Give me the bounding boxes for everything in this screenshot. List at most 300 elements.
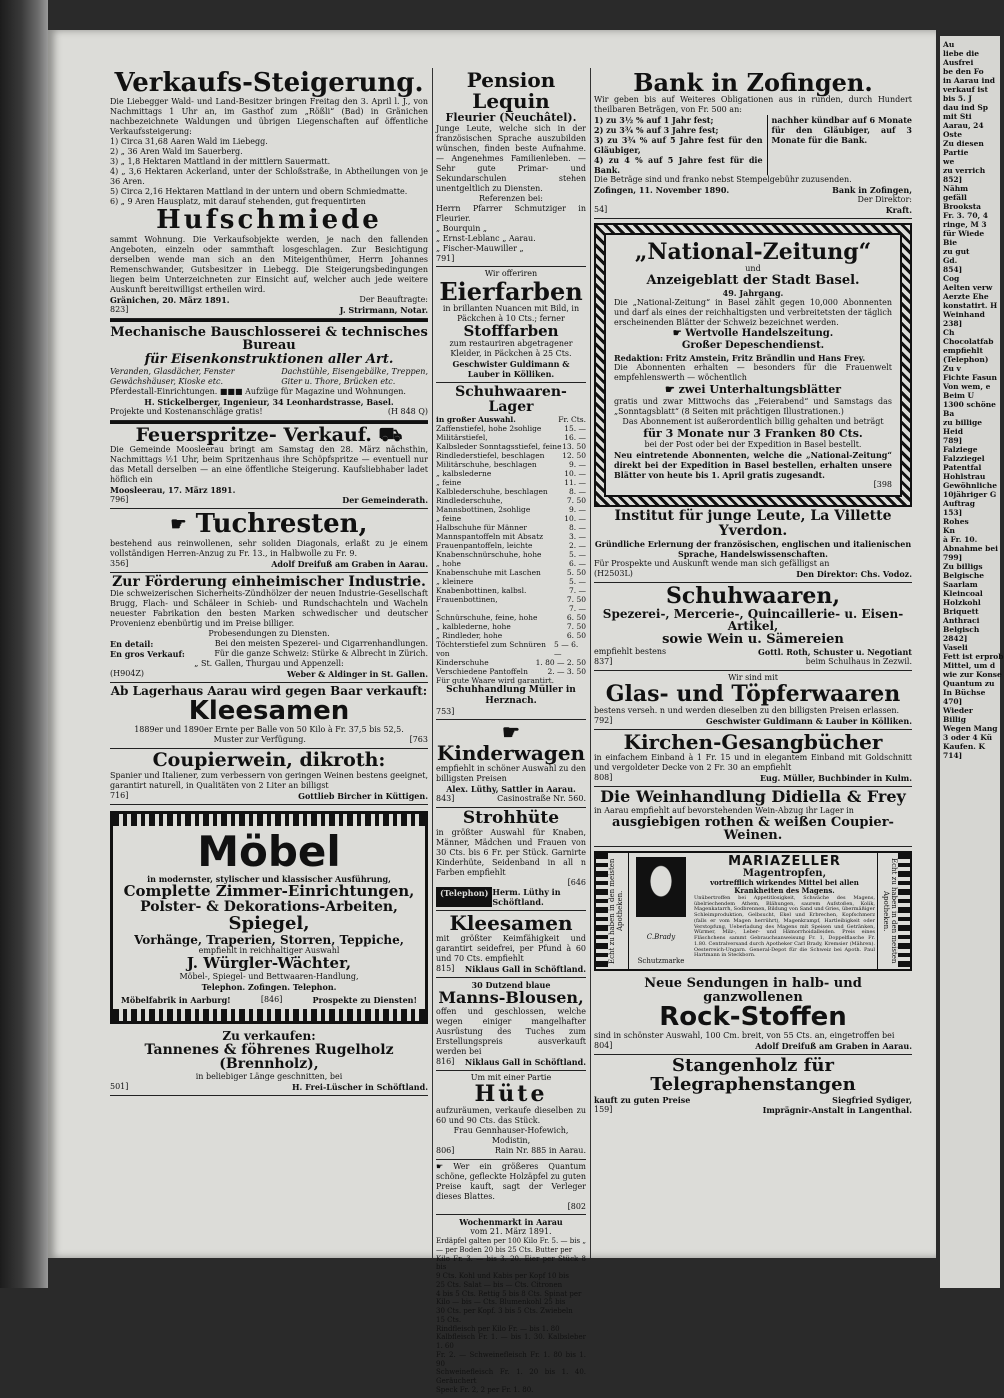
- price-item: Frauenpantoffeln, leichte: [436, 540, 533, 550]
- price-item: Militärstiefel,: [436, 432, 488, 442]
- price-row: [436, 424, 586, 433]
- market-line: Kilo Fr. 3. — bis 3. 20. Eier per Stück 8 bis: [436, 1254, 586, 1272]
- price-value: 3. —: [568, 531, 586, 541]
- ad-weinhandlung: [594, 787, 912, 847]
- ad-note: nachher kündbar auf 6 Monate für den Gläubiger, auf 3 Monate für die Bank.: [767, 115, 912, 175]
- ad-firm: Bank in Zofingen,: [832, 185, 912, 196]
- ad-line: in modernster, stylischer und klassischer Ausführung,: [147, 874, 391, 885]
- ad-tuchresten: [110, 509, 428, 572]
- next-page-line: Falziege: [943, 445, 978, 454]
- next-page-line: be den Fo: [943, 67, 984, 76]
- ad-body: bestehend aus reinwollenen, sehr soliden Diagonals, erlaßt zu je einem vollständigen Herren-Anzug zu Fr. 13., in Halbwolle zu Fr. 9.: [110, 538, 428, 558]
- price-value: 10. —: [564, 513, 586, 523]
- ad-title: Mechanische Bauschlosserei & technisches Bureau: [110, 324, 428, 354]
- ad-title: Schuhwaaren-Lager: [455, 384, 567, 416]
- next-page-line: gefäll: [943, 193, 967, 202]
- next-page-line: 3 oder 4 Kü: [943, 733, 993, 742]
- ad-firm: Gottl. Roth, Schuster u. Negotiant: [758, 646, 912, 657]
- price-row: [436, 604, 586, 613]
- ad-ref: Herrn Pfarrer Schmutziger in Fleurier.: [436, 203, 586, 223]
- ad-place: Zofingen, 11. November 1890.: [594, 185, 730, 196]
- ad-firm2: Imprägnir-Anstalt in Langenthal.: [762, 1105, 912, 1116]
- market-line: Fr. 2. — Schweinefleisch Fr. 1. 80 bis 1. 90: [436, 1350, 586, 1368]
- next-page-line: 799]: [943, 553, 963, 562]
- madonna-emblem: [636, 857, 686, 917]
- next-page-line: liebe die: [943, 49, 979, 58]
- ad-title: Coupierwein, dikroth:: [152, 749, 386, 772]
- next-page-line: Briquett: [943, 607, 979, 616]
- ad-body: empfiehlt in schöner Auswahl zu den billigsten Preisen: [436, 764, 586, 784]
- ad-headline: ausgiebigen rothen & weißen Coupier-Weinen.: [612, 814, 894, 844]
- next-page-line: dau ind Sp: [943, 103, 988, 112]
- ad-rock-stoffen: [594, 975, 912, 1056]
- ad-title: Stangenholz für Telegraphenstangen: [650, 1055, 856, 1096]
- ad-body: bei der Post oder bei der Expedition in Basel bestellt.: [644, 440, 862, 450]
- ad-subtitle: für Eisenkonstruktionen aller Art.: [144, 351, 394, 367]
- next-page-line: (Telephon): [943, 355, 989, 364]
- price-value: 5. 50: [566, 567, 586, 577]
- ad-item: 6) „ 9 Aren Hausplatz, mit darauf stehenden, gut frequentirten: [110, 197, 366, 207]
- ad-industrie: [110, 573, 428, 684]
- ad-title: Kirchen-Gesangbücher: [623, 729, 883, 754]
- next-page-line: Cog: [943, 274, 960, 283]
- price-row: [436, 559, 586, 568]
- next-page-line: verkauf ist: [943, 85, 988, 94]
- next-page-line: Quantum zu: [943, 679, 995, 688]
- ad-body: in Aarau empfiehlt auf bevorstehenden Wein-Abzug ihr Lager in: [594, 805, 854, 815]
- ad-body: gratis und zwar Mittwochs das „Feierabend“ und Samstags das „Sonntagsblatt“ (8 Seiten mit prächtigen Illustrationen.): [614, 396, 892, 416]
- ad-detail: Bei den meisten Spezerei- und Cigarrenhandlungen.: [214, 639, 428, 649]
- ad-number: 501]: [110, 1082, 129, 1091]
- ad-title: „National-Zeitung“: [634, 239, 872, 266]
- ad-body: Gründliche Erlernung der französischen, englischen und italienischen Sprache, Handelswissenschaften.: [594, 538, 912, 559]
- next-page-line: Au: [943, 40, 955, 49]
- ad-body: zum restauriren abgetragener Kleider, in Päckchen à 25 Cts.: [449, 339, 573, 359]
- price-value: 15. —: [564, 423, 586, 433]
- ad-number: [846]: [260, 995, 283, 1005]
- ad-body: in einfachem Einband à 1 Fr. 15 und in elegantem Einband mit Goldschnitt und vergoldeter Decke von 2 Fr. 30 an empfiehlt: [594, 752, 912, 772]
- next-page-line: 238]: [943, 319, 963, 328]
- ad-number: 815]: [436, 964, 455, 974]
- ad-body: in brillanten Nuancen mit Bild, in Päckchen à 10 Cts.; ferner: [442, 303, 580, 323]
- ad-title: [110, 511, 428, 538]
- ad-line: Pferdestall-Einrichtungen. ■■■ Aufzüge für Magazine und Wohnungen.: [110, 386, 406, 396]
- ad-schuhwaaren-lager: [436, 383, 586, 720]
- ad-schuhwaaren-roth: [594, 583, 912, 671]
- ad-signature-label: Der Beauftragte:: [359, 294, 428, 304]
- next-page-line: Kn: [943, 526, 955, 535]
- ad-subtitle: Spezerei-, Mercerie-, Quincaillerie- u. Eisen-Artikel,: [602, 606, 904, 634]
- price-row: [436, 577, 586, 586]
- next-page-text: [940, 36, 1004, 760]
- pointing-hand-icon: ☛: [436, 1162, 444, 1172]
- next-page-line: Billig: [943, 715, 966, 724]
- pointing-hand-icon: ☛: [664, 382, 675, 396]
- price-row: [436, 514, 586, 523]
- price-item: Militärschuhe, beschlagen: [436, 459, 537, 469]
- next-page-line: Holzkohl: [943, 598, 981, 607]
- ad-detail-label: En detail:: [110, 639, 154, 650]
- ad-rate: 3) zu 3¾ % auf 5 Jahre fest für den Gläubiger,: [594, 135, 763, 156]
- ad-number: 54]: [594, 205, 608, 215]
- ad-side-text: Echt zu haben in den meisten Apotheken.: [608, 858, 624, 964]
- price-row: [436, 676, 586, 685]
- ad-title: Wochenmarkt in Aarau: [459, 1217, 563, 1228]
- price-value: 2. —: [568, 540, 586, 550]
- ad-body: Neu eintretende Abonnenten, welche die „National-Zeitung“ direkt bei der Expedition in Basel bestellen, erhalten unsere Blätter von heute bis 1. April gratis zugesandt.: [614, 450, 892, 481]
- price-value: 7. —: [568, 603, 586, 613]
- ad-pre: Wir sind mit: [728, 672, 778, 682]
- next-page-line: Zu billigs: [943, 562, 983, 571]
- ad-firm: Herm. Lüthy in Schöftland.: [492, 887, 561, 908]
- ad-kinderwagen: [436, 720, 586, 808]
- ad-firm: Geschwister Guldimann & Lauber in Kölliken.: [705, 715, 912, 726]
- next-page-line: empfiehlt: [943, 346, 983, 355]
- next-page-line: we: [943, 157, 955, 166]
- ad-ref-label: Referenzen bei:: [479, 193, 543, 203]
- next-page-line: Partie: [943, 148, 969, 157]
- newspaper-page: [48, 30, 936, 1394]
- ad-firm2: beim Schulhaus in Zezwil.: [805, 656, 912, 666]
- ad-body: Die Beträge sind und franko nebst Stempelgebühr zuzusenden.: [594, 175, 852, 185]
- price-item: „ kalbslederne: [436, 468, 492, 478]
- ad-number: [802: [567, 1202, 586, 1212]
- ad-rate: 1) zu 3½ % auf 1 Jahr fest;: [594, 115, 714, 126]
- ad-firm: Siegfried Sydiger,: [832, 1095, 912, 1106]
- ad-number: 837]: [594, 656, 613, 666]
- ad-ref: „ Ernst-Leblanc „ Aarau.: [436, 233, 536, 243]
- ad-title: Zur Förderung einheimischer Industrie.: [112, 573, 426, 590]
- ad-kleesamen-2: [436, 911, 586, 978]
- price-item: Kinderschuhe: [436, 657, 489, 667]
- next-page-line: Patentfal: [943, 463, 982, 472]
- ad-eierfarben: [436, 267, 586, 384]
- ad-feuerspritze: [110, 421, 428, 510]
- ornament-border: [113, 1009, 425, 1021]
- price-value: 7. 50: [566, 594, 586, 604]
- price-value: 6. 50: [566, 630, 586, 640]
- ad-body: [436, 1162, 586, 1202]
- ad-number: 792]: [594, 715, 613, 725]
- next-page-line: Fett ist erprob: [943, 652, 1004, 661]
- ad-firm: J. Würgler-Wächter,: [186, 954, 352, 973]
- ornament-border: [898, 853, 910, 969]
- price-item: Kalbsleder Sonntagsstiefel, feine: [436, 441, 562, 451]
- next-page-line: Chocolatfab: [943, 337, 994, 346]
- ad-number: 816]: [436, 1057, 455, 1066]
- ad-firm: Schuhhandlung Müller in Herznach.: [446, 684, 576, 707]
- ad-number: 804]: [594, 1041, 613, 1051]
- next-page-line: Ausfrei: [943, 58, 974, 67]
- ad-ref: „ Fischer-Mauwiller „: [436, 243, 524, 253]
- ad-line: Vorhänge, Traperien, Storren, Teppiche,: [134, 932, 404, 947]
- price-row: [436, 523, 586, 532]
- ad-firm: H. Stickelberger, Ingenieur, 34 Leonhardstrasse, Basel.: [144, 396, 394, 407]
- price-row: [436, 613, 586, 622]
- price-value: 9. —: [568, 459, 586, 469]
- ad-bauschlosserei: [110, 319, 428, 421]
- next-page-line: konstatirt. H: [943, 301, 998, 310]
- price-row: [436, 622, 586, 631]
- next-page-line: Zu diesen: [943, 139, 984, 148]
- price-row: [436, 478, 586, 487]
- next-page-line: Aarau, 24: [943, 121, 984, 130]
- pointing-hand-icon: ☛: [672, 327, 682, 339]
- ad-place: Moosleerau, 17. März 1891.: [110, 485, 236, 496]
- next-page-line: Oste: [943, 130, 962, 139]
- price-value: 10. —: [564, 468, 586, 478]
- ad-highlight-text: zwei Unterhaltungsblätter: [678, 382, 842, 396]
- ad-note: Projekte und Kostenanschläge gratis!: [110, 406, 263, 416]
- price-row: [436, 433, 586, 442]
- price-item: Rindlederschuhe,: [436, 495, 503, 505]
- ad-title: Manns-Blousen,: [438, 988, 584, 1008]
- next-page-line: 852]: [943, 175, 963, 184]
- next-page-line: Weinhand: [943, 310, 985, 319]
- ad-firm: Weber & Aldinger in St. Gallen.: [287, 669, 428, 680]
- ad-number: 843]: [436, 794, 455, 804]
- next-page-line: Wegen Mang: [943, 724, 998, 733]
- price-row: [436, 586, 586, 595]
- ad-wochenmarkt: [436, 1215, 586, 1398]
- ad-title: Die Weinhandlung Didiella & Frey: [600, 786, 906, 806]
- price-row: [436, 532, 586, 541]
- ad-institut-yverdon: [594, 507, 912, 582]
- ad-title: Bank in Zofingen.: [633, 68, 873, 97]
- ad-title: Schuhwaaren,: [666, 582, 840, 609]
- ad-body-text: Wer ein größeres Quantum schöne, gefleckte Holzäpfel zu guten Preise kauft, sagt der Verleger dieses Blattes.: [436, 1162, 586, 1202]
- column-rule: [432, 68, 433, 1258]
- ad-highlight: Großer Depeschendienst.: [681, 340, 825, 352]
- next-page-line: Auftrag: [943, 499, 976, 508]
- ad-item: 4) „ 3,6 Hektaren Ackerland, unter der Schloßstraße, in Abtheilungen von je 36 Aren.: [110, 167, 428, 187]
- ad-signature: Den Direktor: Chs. Vodoz.: [796, 568, 912, 579]
- ad-firm: H. Frei-Lüscher in Schöftland.: [291, 1082, 428, 1092]
- ad-headline: Kleesamen: [188, 696, 350, 727]
- ad-firm: Gottlieb Bircher in Küttigen.: [298, 791, 428, 802]
- ad-gros-label: En gros Verkauf:: [110, 649, 185, 660]
- ad-verkaufs-steigerung: [110, 68, 428, 319]
- ad-small-print: Unübertroffen bei Appetitlosigkeit, Schwäche des Magens, übelriechendem Athem, Blähungen, saurem Aufstoßen, Kolik, Magenkatarrh, Sodbrennen, Bildung von Sand und Gries, übermäßiger Schleimproduktion, Gelbsucht, Ekel und Erbrechen, Kopfschmerz (falls er vom Magen herrührt), Magenkrampf, Hartleibigkeit oder Verstopfung, Ueberladung des Magens mit Speisen und Getränken, Würmer, Milz-, Leber- und Hämorrhoidalleiden. Preis eines Fläschchens sammt Gebrauchsanweisung Fr. 1, Doppelflasche Fr. 1.80. Centralversand durch Apotheker Carl Brady, Kremsier (Mähren). Oesterreich-Ungarn. General-Depot für die Schweiz bei Apoth. Paul Hartmann in Steckborn.: [694, 894, 875, 959]
- ad-side-text: Echt zu haben in den meisten Apotheken.: [882, 858, 898, 964]
- ad-item: 1) Circa 31,68 Aaren Wald im Liebegg.: [110, 137, 268, 147]
- ad-highlight: [614, 383, 892, 397]
- ad-body: Die schweizerischen Sicherheits-Zündhölzer der neuen Industrie-Gesellschaft Brugg, Flach- und Schäleer in Schieb- und Rundschachteln und Wacheln neuester Fabrikation den besten Marken schwedischer und deutscher Provenienz ebenbürtig und im Preise billiger.: [110, 589, 428, 629]
- next-page-edge: [940, 36, 1004, 1288]
- ad-title: Möbel: [197, 827, 341, 877]
- price-item: Knabenbottinen, kalbsl.: [436, 585, 527, 595]
- next-page-line: Von wem, e: [943, 382, 991, 391]
- ad-firm: Geschwister Guldimann & Lauber in Kölliken.: [452, 359, 570, 380]
- ad-headline: Stofffarben: [463, 321, 559, 340]
- ad-holzaepfel: [436, 1160, 586, 1215]
- ad-gros: Für die ganze Schweiz: Stürke & Albrecht in Zürich.: [214, 649, 428, 659]
- next-page-line: In Büchse: [943, 688, 986, 697]
- ad-rate: 4) zu 4 % auf 5 Jahre fest für die Bank.: [594, 155, 763, 176]
- next-page-line: Heid: [943, 427, 963, 436]
- ad-body: Die Abonnenten erhalten — besonders für die Frauenwelt empfehlenswerth — wöchentlich: [614, 362, 892, 382]
- price-item: Mannsbottinen, 2sohlige: [436, 504, 531, 514]
- next-page-line: Wieder: [943, 706, 973, 715]
- market-line: 9 Cts. Kohl und Kabis per Kopf 10 bis: [436, 1272, 569, 1281]
- ad-line: Spiegel,: [228, 912, 310, 934]
- ad-bank-zofingen: [594, 68, 912, 219]
- ad-subtitle: Anzeigeblatt der Stadt Basel.: [646, 273, 860, 289]
- ad-firm: Adolf Dreifuß am Graben in Aarau.: [271, 558, 428, 569]
- book-binding: [0, 0, 48, 1288]
- next-page-line: mit Sti: [943, 112, 972, 121]
- ad-subtitle: Fleurier (Neuchâtel).: [445, 111, 577, 124]
- ad-headline: Hufschmiede: [156, 205, 382, 236]
- ad-pre: Um mit einer Partie: [470, 1073, 552, 1082]
- price-item: Für gute Waare wird garantirt.: [436, 675, 555, 685]
- ad-title-text: Tuchresten,: [195, 509, 368, 540]
- ad-body: vortrefflich wirkendes Mittel bei allen Krankheiten des Magens.: [710, 878, 859, 896]
- price-value: 7. 50: [566, 495, 586, 505]
- ad-title: Ab Lagerhaus Aarau wird gegen Baar verkauft:: [110, 684, 428, 699]
- price-value: 5. —: [568, 576, 586, 586]
- next-page-line: Gewöhnliche: [943, 481, 998, 490]
- price-value: 13. 50: [562, 441, 586, 451]
- ad-firm2: Casinostraße Nr. 560.: [497, 794, 586, 804]
- ornament-border: [596, 853, 608, 969]
- ad-title-text: Feuerspritze- Verkauf.: [135, 423, 372, 446]
- ad-moebel: [110, 811, 428, 1024]
- market-line: Erdäpfel galten per 100 Kilo Fr. 5. — bis „ — per Boden 20 bis 25 Cts. Butter per: [436, 1237, 586, 1254]
- ad-title: Glas- und Töpferwaaren: [605, 680, 901, 707]
- price-row: [436, 469, 586, 478]
- next-page-line: Fichte Fasun: [943, 373, 997, 382]
- ad-code: (H 848 Q): [387, 406, 428, 416]
- ad-ref: „ Bourquin „: [436, 223, 488, 233]
- ad-rugelholz: [110, 1028, 428, 1096]
- ad-firm: Adolf Dreifuß am Graben in Aarau.: [755, 1041, 912, 1052]
- next-page-line: bis 5. J: [943, 94, 972, 103]
- ad-body: Für Prospekte und Auskunft wende man sich gefälligst an: [594, 558, 830, 568]
- next-page-line: Abnahme bei: [943, 544, 999, 553]
- next-page-line: Rohes: [943, 517, 969, 526]
- ad-line: Complette Zimmer-Einrichtungen,: [123, 882, 415, 901]
- ad-date: vom 21. März 1891.: [470, 1227, 552, 1237]
- next-page-line: 789]: [943, 436, 963, 445]
- price-item: Zaffenstiefel, hohe 2sohlige: [436, 423, 542, 433]
- ad-body: Die Liebegger Wald- und Land-Besitzer bringen Freitag den 3. April l. J., von Nachmittags 1 Uhr an, im Gasthof zum „Rößli“ (Bad) in Gränichen nachbezeichnete Waldungen und übrigen Liegenschaften auf öffentliche Verkaufssteigerung:: [110, 97, 428, 137]
- market-report: [436, 1237, 586, 1395]
- price-value: 8. —: [568, 486, 586, 496]
- ad-glas-toepferwaaren: [594, 671, 912, 730]
- ad-title: Neue Sendungen in halb- und ganzwollenen: [644, 975, 862, 1005]
- ad-foot: Möbelfabrik in Aarburg!: [121, 995, 231, 1006]
- ornament-border: [113, 814, 425, 826]
- ad-line: Polster- & Dekorations-Arbeiten,: [140, 899, 398, 916]
- ad-huete: [436, 1071, 586, 1160]
- market-line: Schweinefleisch Fr. 1. 20 bis 1. 40. Geräuchert: [436, 1368, 586, 1386]
- ad-signature-label: Der Direktor:: [857, 195, 912, 205]
- ad-title: Institut für junge Leute, La Villette Yverdon.: [614, 508, 892, 540]
- next-page-line: Belgisch: [943, 625, 980, 634]
- market-line: Kilo — bis — Cts. Blumenkohl 25 bis: [436, 1298, 566, 1307]
- ad-headline: Rock-Stoffen: [659, 1002, 847, 1033]
- ad-code: [398: [873, 480, 892, 490]
- ad-kleesamen: [110, 683, 428, 749]
- ad-body: in größter Auswahl für Knaben, Männer, Mädchen und Frauen von 30 Cts. bis 6 Fr. per Stück. Garnirte Kinderhüte, Seidenband in all n Farben empfiehlt: [436, 828, 586, 878]
- ad-title: MARIAZELLER: [728, 853, 841, 869]
- next-page-line: in Aarau ind: [943, 76, 996, 85]
- ad-unit: Fr. Cts.: [558, 414, 586, 424]
- column-1: [110, 68, 428, 1096]
- ad-signature: Der Gemeinderath.: [342, 495, 428, 506]
- ad-subtitle: in großer Auswahl.: [436, 414, 516, 424]
- pointing-hand-icon: ☛: [502, 720, 520, 745]
- ad-headline: Tannenes & föhrenes Rugelholz (Brennholz),: [144, 1041, 394, 1073]
- next-page-line: Vaseli: [943, 643, 968, 652]
- column-3: [594, 68, 912, 1118]
- ad-national-zeitung: [594, 223, 912, 507]
- price-item: Mannspantoffeln mit Absatz: [436, 531, 544, 541]
- next-page-line: Fr. 3. 70, 4: [943, 211, 988, 220]
- trademark-label: Schutzmarke: [637, 956, 685, 965]
- column-2: [436, 68, 586, 1398]
- ad-rate: 2) zu 3¾ % auf 3 Jahre fest;: [594, 125, 719, 136]
- ad-number: [763: [409, 735, 428, 745]
- price-item: „ Rindleder, hohe: [436, 630, 503, 640]
- ad-item: 3) „ 1,8 Hektaren Mattland in der mittlern Sauermatt.: [110, 157, 331, 167]
- ad-number: 159]: [594, 1105, 613, 1115]
- next-page-line: Ch: [943, 328, 955, 337]
- ad-mariazeller: [594, 851, 912, 971]
- ad-signature: J. Strirmann, Notar.: [339, 304, 428, 315]
- ad-year: 49. Jahrgang.: [722, 287, 784, 298]
- next-page-line: 854]: [943, 265, 963, 274]
- ad-highlight-text: Wertvolle Handelszeitung.: [685, 327, 834, 339]
- ad-title: [110, 423, 428, 446]
- next-page-line: Saarlam: [943, 580, 978, 589]
- ad-body: kauft zu guten Preise: [594, 1095, 691, 1106]
- ad-body: sind in schönster Auswahl, 100 Cm. breit, von 55 Cts. an, eingetroffen bei: [594, 1031, 895, 1041]
- ad-stangenholz: [594, 1055, 912, 1118]
- next-page-line: Gd.: [943, 256, 958, 265]
- next-page-line: Kleincoal: [943, 589, 983, 598]
- next-page-line: 2842]: [943, 634, 968, 643]
- ad-title: Eierfarben: [439, 276, 583, 306]
- ad-firm: Alex. Lüthy, Sattler in Aarau.: [446, 784, 576, 795]
- price-row: [436, 541, 586, 550]
- price-row: [436, 667, 586, 676]
- ad-body: in beliebiger Länge geschnitten, bei: [195, 1072, 343, 1081]
- market-line: Kalbfleisch Fr. 1. — bis 1. 30. Kalbsleber 1. 60: [436, 1333, 586, 1351]
- ad-signature: Kraft.: [885, 205, 912, 216]
- price-item: Töchterstiefel zum Schnüren von: [436, 639, 546, 658]
- ad-firm2: Rain Nr. 885 in Aarau.: [494, 1146, 586, 1156]
- next-page-line: 470]: [943, 697, 963, 706]
- price-row: [436, 451, 586, 460]
- ad-body: Die Gemeinde Moosleerau bringt am Samstag den 28. März nächsthin, Nachmittags ½1 Uhr, beim Spritzenhaus ihre Schöpfspritze — eventuell nur das Metall derselben — an eine öffentliche Steigerung. Kaufsliebhaber ladet höflich ein: [110, 445, 428, 485]
- price-row: [436, 658, 586, 667]
- price-item: Kalblederschuhe, beschlagen: [436, 486, 548, 496]
- ad-subtitle: Magentropfen,: [742, 867, 827, 879]
- next-page-line: Beim U: [943, 391, 975, 400]
- ad-number: 356]: [110, 558, 129, 568]
- next-page-line: Kaufen. K: [943, 742, 986, 751]
- ad-title: Pension Lequin: [466, 68, 556, 113]
- ad-body: 1889er und 1890er Ernte per Balle von 50 Kilo à Fr. 37,5 bis 52,5.: [134, 725, 404, 735]
- price-value: 2. — 3. 50: [547, 666, 586, 676]
- price-value: 12. 50: [562, 450, 586, 460]
- price-list: [436, 424, 586, 685]
- ad-title: Kleesamen: [449, 911, 573, 936]
- ad-subtitle: sowie Wein u. Sämereien: [662, 632, 844, 648]
- ad-price: für 3 Monate nur 3 Franken 80 Cts.: [643, 426, 863, 440]
